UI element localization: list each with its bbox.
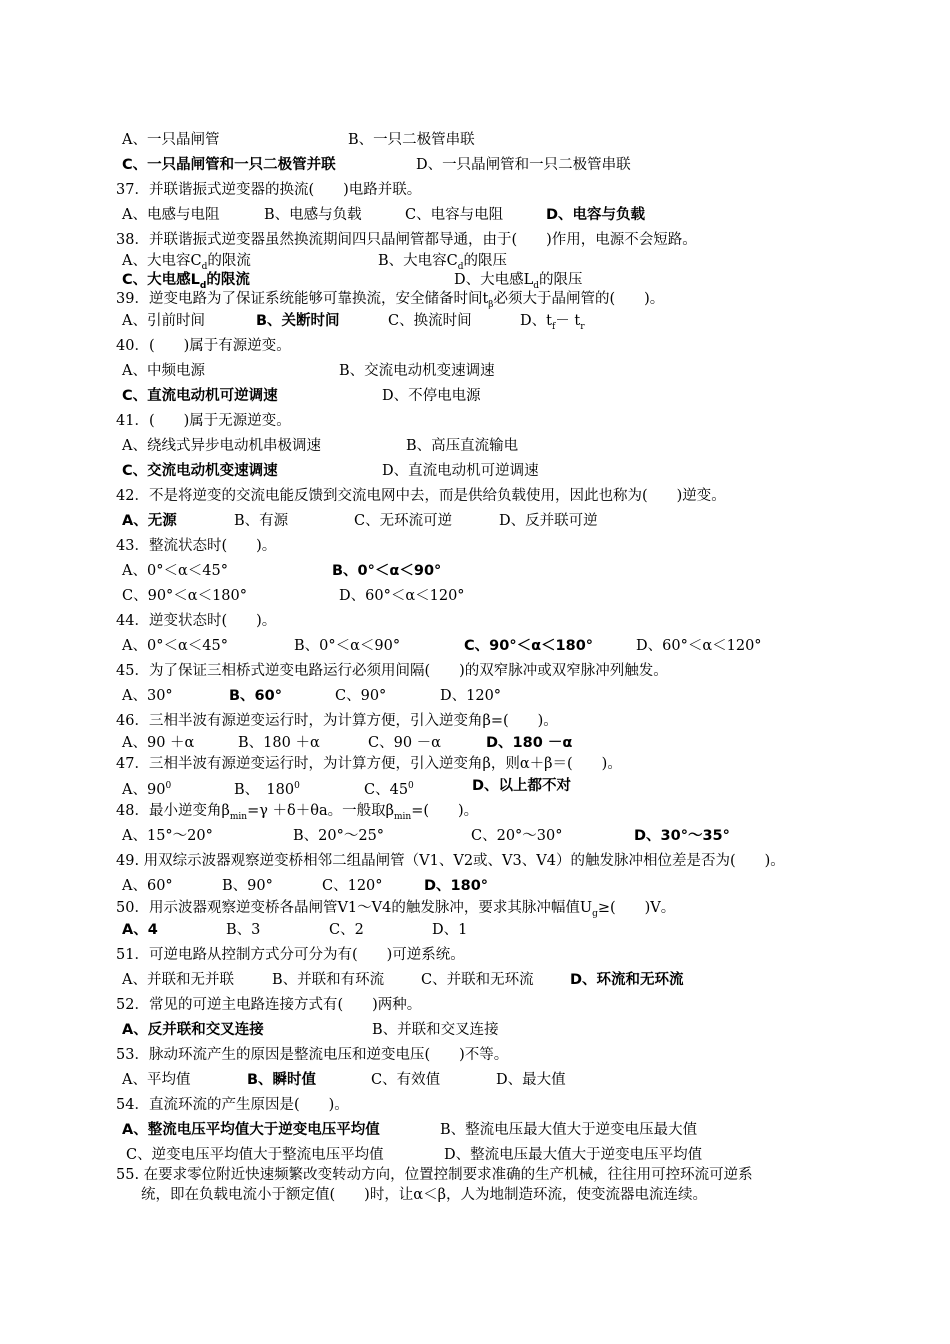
option-text (122, 130, 219, 150)
text-run: 38．并联谐振式逆变器虽然换流期间四只晶闸管都导通，由于( )作用，电源不会短路。 (116, 232, 697, 248)
text-run: B、 180 (234, 781, 295, 798)
text-run: 47．三相半波有源逆变运行时，为计算方便，引入逆变角β，则α＋β＝( )。 (116, 756, 622, 772)
option-text (371, 1070, 440, 1090)
text-run: 53．脉动环流产生的原因是整流电压和逆变电压( )不等。 (116, 1047, 509, 1063)
text-run: C、无环流可逆 (354, 513, 453, 529)
option-text (339, 586, 465, 606)
text-run: 42．不是将逆变的交流电能反馈到交流电网中去，而是供给负载使用，因此也称为( )逆变。 (116, 488, 726, 504)
text-run: C、有效值 (371, 1072, 441, 1088)
question-text (116, 1095, 349, 1115)
option-text (226, 920, 260, 940)
superscript: 0 (294, 781, 300, 791)
option-text (122, 826, 213, 846)
text-run: A、一只晶闸管 (122, 132, 220, 148)
text-run: ≥( )V。 (597, 900, 676, 916)
text-run: B、有源 (234, 513, 289, 529)
option-text (440, 1120, 697, 1140)
question-text (116, 486, 726, 506)
text-run: C、大电感L (122, 272, 200, 288)
option-text (122, 361, 205, 381)
text-run: 52．常见的可逆主电路连接方式有( )两种。 (116, 997, 422, 1013)
option-text (382, 461, 539, 481)
option-text (339, 361, 495, 381)
text-run: A、90 (122, 781, 166, 798)
option-text (122, 311, 205, 331)
text-run: D、一只晶闸管和一只二极管串联 (416, 157, 631, 173)
option-text (122, 561, 228, 581)
text-run: C、一只晶闸管和一只二极管并联 (122, 157, 336, 173)
text-run: C、20°～30° (471, 828, 563, 844)
text-run: D、以上都不对 (472, 778, 572, 794)
text-run: A、平均值 (122, 1072, 191, 1088)
answer-option (634, 826, 730, 846)
question-text (116, 801, 478, 827)
question-text (116, 180, 421, 200)
option-text (234, 776, 300, 800)
text-run: D、直流电动机可逆调速 (382, 463, 539, 479)
text-run: D、120° (440, 688, 502, 704)
subscript: d (201, 261, 208, 272)
option-text (388, 311, 472, 331)
text-run: C、120° (322, 878, 383, 894)
answer-option (486, 733, 572, 753)
option-text (272, 970, 384, 990)
text-run: B、瞬时值 (247, 1072, 317, 1088)
option-text (354, 511, 452, 531)
text-run: 的限压 (539, 272, 583, 288)
option-text (293, 826, 384, 846)
text-run: A、绕线式异步电动机串极调速 (122, 438, 321, 454)
option-text (520, 311, 585, 337)
text-run: 48．最小逆变角β (116, 803, 230, 819)
text-run: C、45 (364, 781, 409, 798)
text-run: B、0°＜α＜90° (294, 638, 401, 654)
text-run: B、60° (229, 688, 282, 704)
answer-option (570, 970, 684, 990)
option-text (368, 733, 441, 753)
text-run: B、0°＜α＜90° (332, 563, 442, 579)
text-run: A、0°＜α＜45° (122, 638, 228, 654)
text-run: 44．逆变状态时( )。 (116, 613, 277, 629)
text-run: C、90° (335, 688, 387, 704)
option-text (405, 205, 503, 225)
text-run: － t (555, 313, 581, 329)
option-text (122, 733, 194, 753)
text-run: 39．逆变电路为了保证系统能够可靠换流，安全储备时间t (116, 291, 489, 307)
answer-option (464, 636, 593, 656)
option-text (122, 636, 228, 656)
text-run: 50．用示波器观察逆变桥各晶闸管V1～V4的触发脉冲，要求其脉冲幅值U (116, 900, 593, 916)
option-text (234, 511, 288, 531)
subscript: d (533, 280, 540, 291)
option-text (122, 776, 171, 800)
text-run: 统，即在负载电流小于额定值( )时，让α＜β，人为地制造环流，使变流器电流连续。 (141, 1187, 707, 1203)
option-text (322, 876, 383, 896)
question-text (116, 945, 465, 965)
superscript: 0 (165, 781, 172, 791)
question-text (116, 536, 276, 556)
text-run: 的限流 (206, 272, 250, 288)
answer-option (122, 386, 278, 406)
text-run: 必须大于晶闸管的( )。 (493, 291, 665, 307)
text-run: 41．( )属于无源逆变。 (116, 413, 291, 429)
question-text (116, 851, 785, 871)
question-text (116, 1165, 753, 1185)
text-run: B、并联和有环流 (272, 972, 385, 988)
text-run: 49. 用双综示波器观察逆变桥相邻二组晶闸管（V1、V2或、V3、V4）的触发脉冲相位差是否为( )。 (116, 853, 785, 869)
subscript: r (580, 321, 585, 332)
text-run: 43．整流状态时( )。 (116, 538, 277, 554)
text-run: D、反并联可逆 (499, 513, 598, 529)
option-text (372, 1020, 499, 1040)
text-run: A、60° (122, 878, 173, 894)
subscript: β (488, 299, 494, 310)
text-run: A、30° (122, 688, 173, 704)
text-run: A、电感与电阻 (122, 207, 220, 223)
text-run: B、大电容C (378, 253, 458, 269)
text-run: A、反并联和交叉连接 (122, 1022, 264, 1038)
question-text (116, 661, 668, 681)
text-run: 46．三相半波有源逆变运行时，为计算方便，引入逆变角β=( )。 (116, 713, 558, 729)
question-text (116, 995, 421, 1015)
text-run: 55. 在要求零位附近快速频繁改变转动方向，位置控制要求准确的生产机械，往往用可控环流可逆系 (116, 1167, 753, 1183)
option-text (294, 636, 400, 656)
answer-option (247, 1070, 316, 1090)
option-text (122, 1070, 190, 1090)
answer-option (256, 311, 340, 331)
text-run: B、一只二极管串联 (348, 132, 475, 148)
answer-option (122, 511, 177, 531)
text-run: 51．可逆电路从控制方式分可分为有( )可逆系统。 (116, 947, 465, 963)
option-text (126, 1145, 384, 1165)
option-text (222, 876, 273, 896)
text-run: A、4 (122, 922, 158, 938)
text-run: B、并联和交叉连接 (372, 1022, 499, 1038)
text-run: B、20°～25° (293, 828, 385, 844)
question-text (116, 230, 697, 250)
answer-option (122, 1020, 264, 1040)
question-text (116, 898, 675, 924)
text-run: A、0°＜α＜45° (122, 563, 228, 579)
text-run: B、交流电动机变速调速 (339, 363, 495, 379)
option-text (421, 970, 534, 990)
text-run: D、60°＜α＜120° (636, 638, 762, 654)
option-text (382, 386, 481, 406)
text-run: D、大电感L (454, 272, 534, 288)
option-text (122, 205, 219, 225)
option-text (496, 1070, 566, 1090)
answer-option (229, 686, 282, 706)
text-run: B、高压直流输电 (406, 438, 519, 454)
option-text (499, 511, 598, 531)
text-run: D、环流和无环流 (570, 972, 684, 988)
answer-option (122, 461, 278, 481)
text-run: C、90 －α (368, 735, 441, 751)
option-text (329, 920, 364, 940)
text-run: A、无源 (122, 513, 177, 529)
option-text (364, 776, 414, 800)
answer-option (472, 776, 571, 796)
text-run: =γ ＋δ＋θa。一般取β (247, 803, 394, 819)
text-run: 37．并联谐振式逆变器的换流( )电路并联。 (116, 182, 422, 198)
text-run: D、电容与负载 (546, 207, 646, 223)
text-run: B、电感与负载 (264, 207, 362, 223)
question-text (116, 754, 622, 774)
question-text (116, 1045, 508, 1065)
text-run: 的限压 (463, 253, 508, 269)
question-text (141, 1185, 707, 1205)
text-run: B、关断时间 (256, 313, 340, 329)
option-text (264, 205, 362, 225)
text-run: D、1 (432, 922, 468, 938)
text-run: B、90° (222, 878, 273, 894)
subscript: d (457, 261, 464, 272)
superscript: 0 (408, 781, 414, 791)
text-run: C、直流电动机可逆调速 (122, 388, 278, 404)
subscript: f (551, 321, 556, 332)
option-text (348, 130, 475, 150)
text-run: 54．直流环流的产生原因是( )。 (116, 1097, 349, 1113)
text-run: B、3 (226, 922, 261, 938)
question-text (116, 411, 291, 431)
text-run: C、2 (329, 922, 364, 938)
text-run: B、整流电压最大值大于逆变电压最大值 (440, 1122, 698, 1138)
subscript: min (229, 811, 248, 822)
option-text (444, 1145, 702, 1165)
option-text (432, 920, 467, 940)
option-text (122, 970, 234, 990)
answer-option (122, 920, 158, 940)
text-run: D、整流电压最大值大于逆变电压平均值 (444, 1147, 703, 1163)
text-run: D、180 －α (486, 735, 573, 751)
text-run: C、换流时间 (388, 313, 472, 329)
text-run: D、不停电电源 (382, 388, 481, 404)
text-run: D、180° (424, 878, 489, 894)
text-run: A、15°～20° (122, 828, 213, 844)
question-text (116, 711, 558, 731)
text-run: A、并联和无并联 (122, 972, 234, 988)
text-run: C、90°＜α＜180° (464, 638, 594, 654)
option-text (471, 826, 563, 846)
subscript: min (393, 811, 412, 822)
answer-option (546, 205, 645, 225)
option-text (416, 155, 631, 175)
option-text (636, 636, 762, 656)
question-text (116, 611, 276, 631)
text-run: A、中频电源 (122, 363, 205, 379)
option-text (122, 876, 173, 896)
answer-option (332, 561, 441, 581)
answer-option (122, 155, 336, 175)
text-run: C、并联和无环流 (421, 972, 534, 988)
text-run: C、逆变电压平均值大于整流电压平均值 (126, 1147, 384, 1163)
text-run: =( )。 (411, 803, 479, 819)
text-run: A、整流电压平均值大于逆变电压平均值 (122, 1122, 380, 1138)
text-run: 40．( )属于有源逆变。 (116, 338, 291, 354)
option-text (440, 686, 501, 706)
text-run: C、90°＜α＜180° (122, 588, 248, 604)
question-text (116, 336, 291, 356)
option-text (122, 686, 173, 706)
answer-option (122, 1120, 380, 1140)
answer-option (424, 876, 488, 896)
subscript: g (592, 908, 598, 919)
option-text (238, 733, 320, 753)
option-text (406, 436, 518, 456)
text-run: D、30°～35° (634, 828, 730, 844)
text-run: D、60°＜α＜120° (339, 588, 465, 604)
text-run: A、大电容C (122, 253, 202, 269)
text-run: 的限流 (207, 253, 251, 269)
option-text (122, 586, 247, 606)
text-run: A、引前时间 (122, 313, 205, 329)
option-text (335, 686, 386, 706)
text-run: B、180 ＋α (238, 735, 320, 751)
subscript: d (199, 280, 207, 291)
text-run: D、t (520, 313, 552, 329)
option-text (122, 436, 321, 456)
text-run: D、最大值 (496, 1072, 566, 1088)
text-run: A、90 ＋α (122, 735, 195, 751)
text-run: 45．为了保证三相桥式逆变电路运行必须用间隔( )的双窄脉冲或双窄脉冲列触发。 (116, 663, 668, 679)
text-run: C、电容与电阻 (405, 207, 504, 223)
text-run: C、交流电动机变速调速 (122, 463, 278, 479)
